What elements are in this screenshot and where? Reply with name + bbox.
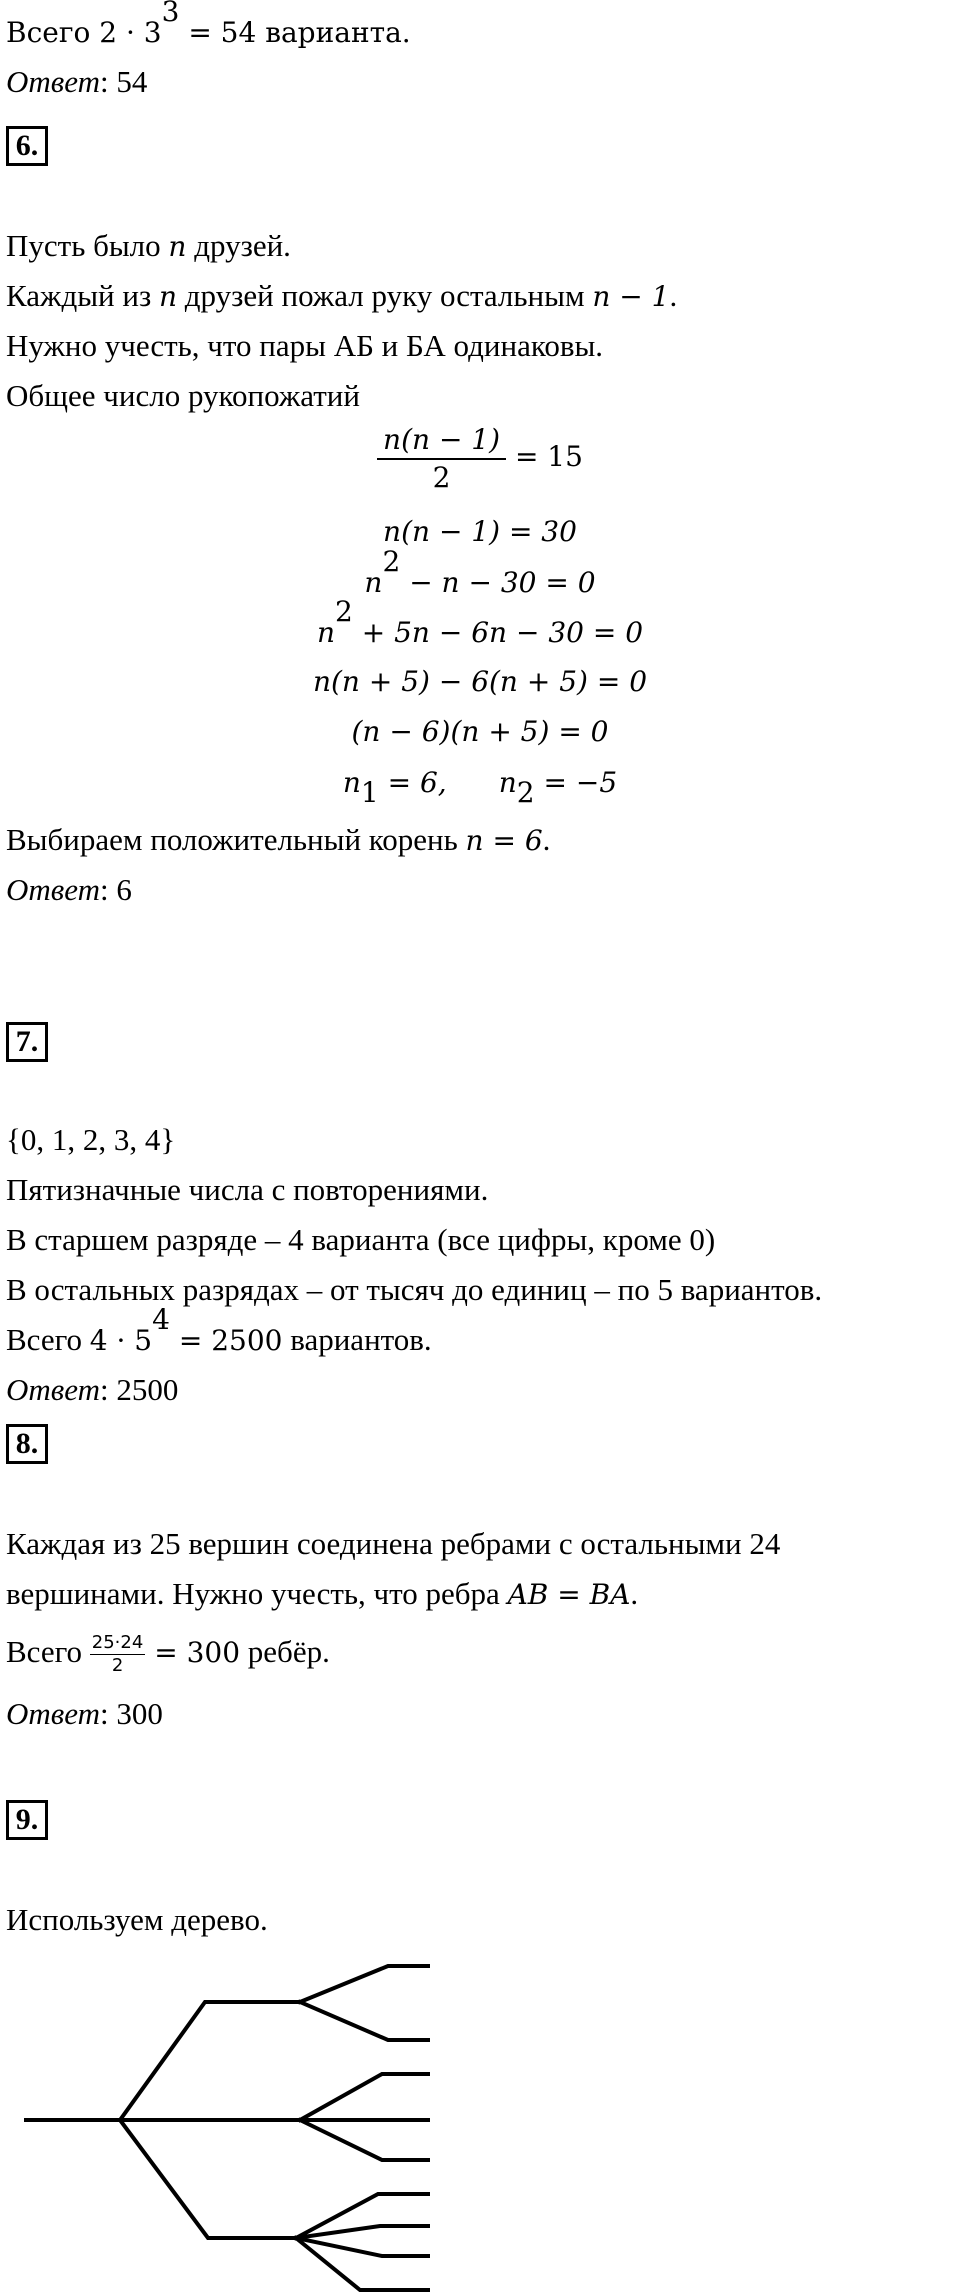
- expr: n − 1: [592, 280, 670, 313]
- numerator: 25·24: [91, 1632, 144, 1654]
- tree-leaf: [300, 1966, 428, 2002]
- total-prefix: Всего 2 · 3: [6, 16, 162, 49]
- answer-label: Ответ: [6, 872, 100, 907]
- answer-value: : 6: [99, 872, 132, 907]
- eq-2: n(n − 1) = 30: [383, 515, 577, 548]
- var: n: [498, 766, 517, 799]
- p7-line-2: Пятизначные числа с повторениями.: [6, 1172, 489, 1207]
- total-exp: 3: [161, 0, 180, 28]
- p7-line-1: {0, 1, 2, 3, 4}: [6, 1122, 176, 1157]
- expr: = 2500: [169, 1324, 283, 1357]
- expr: AB = BA: [507, 1578, 631, 1611]
- expr: n = 6: [465, 824, 543, 857]
- tree-leaf: [300, 2120, 428, 2160]
- text: ребёр.: [240, 1634, 330, 1669]
- p7-line-3: В старшем разряде – 4 варианта (все цифры, кроме 0): [6, 1222, 716, 1257]
- text: Выбираем положительный корень: [6, 822, 466, 857]
- tree-leaf: [296, 2238, 428, 2290]
- answer-label: Ответ: [6, 1372, 100, 1407]
- text: друзей.: [186, 228, 291, 263]
- eq-5: n(n + 5) − 6(n + 5) = 0: [312, 665, 648, 698]
- text: вариантов.: [282, 1322, 432, 1357]
- rest: + 5n − 6n − 30 = 0: [352, 616, 644, 649]
- answer-label: Ответ: [6, 1696, 100, 1731]
- tree-branch-3: [120, 2120, 296, 2238]
- denominator: 2: [432, 461, 451, 494]
- text: .: [669, 278, 678, 313]
- p8-line-1: Каждая из 25 вершин соединена ребрами с остальными 24: [6, 1526, 781, 1561]
- text: Каждый из: [6, 278, 159, 313]
- val: = 6,: [378, 766, 447, 799]
- p6-line-3: Нужно учесть, что пары АБ и БА одинаковы.: [6, 328, 604, 363]
- rhs: = 15: [506, 440, 583, 474]
- text: Пусть было: [6, 228, 169, 263]
- problem-number-6: 6.: [6, 126, 48, 166]
- expr: 4 · 5: [89, 1324, 153, 1357]
- tree-leaf: [296, 2194, 428, 2238]
- answer-value: : 2500: [99, 1372, 179, 1407]
- var: n: [316, 616, 336, 649]
- sub: 1: [360, 775, 379, 809]
- rest: − n − 30 = 0: [400, 566, 596, 599]
- eq-6: (n − 6)(n + 5) = 0: [351, 715, 609, 748]
- text: .: [542, 822, 551, 857]
- text: друзей пожал руку остальным: [177, 278, 593, 313]
- text: вершинами. Нужно учесть, что ребра: [6, 1576, 508, 1611]
- val: = −5: [534, 766, 618, 799]
- answer-value: : 300: [99, 1696, 163, 1731]
- var-n: n: [158, 280, 178, 313]
- p6-line-4: Общее число рукопожатий: [6, 378, 360, 413]
- total-rest: = 54 варианта.: [179, 16, 411, 49]
- tree-branch-1: [120, 2002, 300, 2120]
- answer-label: Ответ: [6, 64, 100, 99]
- p9-line-1: Используем дерево.: [6, 1902, 268, 1937]
- exp: 2: [382, 545, 401, 578]
- text: Всего: [6, 1322, 90, 1357]
- tree-leaf: [300, 2002, 428, 2040]
- text: Всего: [6, 1634, 90, 1669]
- expr: = 300: [145, 1636, 241, 1669]
- var: n: [364, 566, 383, 599]
- text: .: [630, 1576, 639, 1611]
- var-n: n: [168, 230, 187, 263]
- sub: 2: [516, 775, 535, 809]
- var: n: [342, 766, 361, 799]
- denominator: 2: [111, 1655, 124, 1677]
- problem-number-7: 7.: [6, 1022, 48, 1062]
- exp: 4: [152, 1303, 170, 1336]
- p7-line-4: В остальных разрядах – от тысяч до единиц – по 5 вариантов.: [6, 1272, 823, 1307]
- tree-leaf: [300, 2074, 428, 2120]
- answer-value: : 54: [99, 64, 148, 99]
- numerator: n(n − 1): [377, 422, 506, 460]
- problem-number-9: 9.: [6, 1800, 48, 1840]
- exp: 2: [335, 595, 353, 628]
- problem-number-8: 8.: [6, 1424, 48, 1464]
